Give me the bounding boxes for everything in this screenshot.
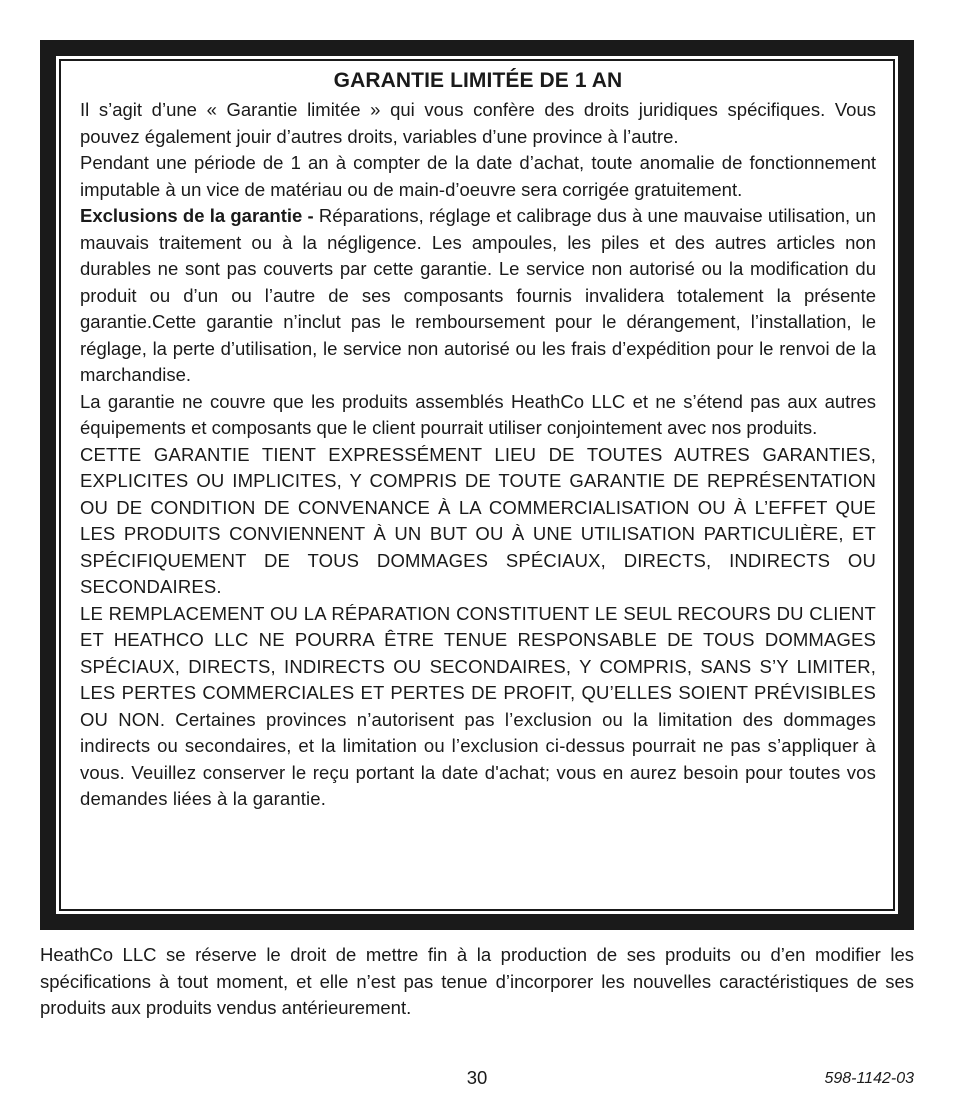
warranty-title: GARANTIE LIMITÉE DE 1 AN <box>333 69 623 92</box>
warranty-exclusions <box>80 203 876 389</box>
warranty-disclaimer: CETTE GARANTIE TIENT EXPRESSÉMENT LIEU DE TOUTES AUTRES GARANTIES, EXPLICITES OU IMPLICITES, Y COMPRIS DE TOUTE GARANTIE DE REPRÉSENTATION OU DE CONDITION DE CONVENANCE À LA COMMERCIALISATION OU À L’EFFET QUE LES PRODUITS CONVIENNENT À UN BUT OU À UNE UTILISATION PARTICULIÈRE, ET SPÉCIFIQUEMENT DE TOUS DOMMAGES SPÉCIAUX, DIRECTS, INDIRECTS OU SECONDAIRES. <box>80 443 876 597</box>
product-change-notice: HeathCo LLC se réserve le droit de mettre fin à la production de ses produits ou d’en modifier les spécifications à tout moment, et elle n’est pas tenue d’incorporer les nouvelles caractéristiques de ses produits aux produits vendus antérieurement. <box>40 944 914 1018</box>
exclusions-text: Réparations, réglage et calibrage dus à une mauvaise utilisation, un mauvais traitement ou à la négligence. Les ampoules, les piles et des autres articles non durables ne sont pas couverts par cette garantie. Le service non autorisé ou la modification du produit ou d’un ou l’autre de ses composants fournis invalidera totalement la présente garantie.Cette garantie n’inclut pas le remboursement pour le dérangement, l’installation, le réglage, la perte d’utilisation, le service non autorisé ou les frais d’expédition pour le renvoi de la marchandise. <box>80 205 876 385</box>
document-code: 598-1142-03 <box>824 1070 914 1087</box>
page-number: 30 <box>466 1067 488 1088</box>
warranty-content <box>80 66 876 813</box>
warranty-panel <box>56 56 898 914</box>
warranty-box <box>40 40 914 930</box>
warranty-scope: La garantie ne couvre que les produits assemblés HeathCo LLC et ne s’étend pas aux autres équipements et composants que le client pourrait utiliser conjointement avec nos produits. <box>80 390 876 438</box>
warranty-intro: Il s’agit d’une « Garantie limitée » qui vous confère des droits juridiques spécifiques. Vous pouvez également jouir d’autres droits, variables d’une province à l’autre. <box>80 99 876 147</box>
warranty-period: Pendant une période de 1 an à compter de la date d’achat, toute anomalie de fonctionnement imputable à un vice de matériau ou de main-d’oeuvre sera corrigée gratuitement. <box>80 152 876 200</box>
exclusions-label: Exclusions de la garantie - <box>80 205 314 226</box>
warranty-remedy: LE REMPLACEMENT OU LA RÉPARATION CONSTITUENT LE SEUL RECOURS DU CLIENT ET HEATHCO LLC NE POURRA ÊTRE TENUE RESPONSABLE DE TOUS DOMMAGES SPÉCIAUX, DIRECTS, INDIRECTS OU SECONDAIRES, Y COMPRIS, SANS S’Y LIMITER, LES PERTES COMMERCIALES ET PERTES DE PROFIT, QU’ELLES SOIENT PRÉVISIBLES OU NON. Certaines provinces n’autorisent pas l’exclusion ou la limitation des dommages indirects ou secondaires, et la limitation ou l’exclusion ci-dessus pourrait ne pas s’appliquer à vous. Veuillez conserver le reçu portant la date d'achat; vous en aurez besoin pour toutes vos demandes liées à la garantie. <box>80 602 876 809</box>
